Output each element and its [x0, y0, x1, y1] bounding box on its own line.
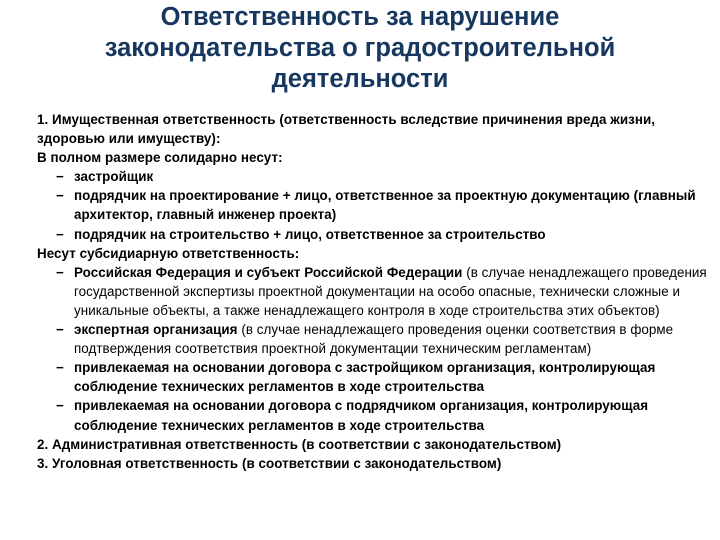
list-item-detail: (в случае ненадлежащего проведения государственной экспертизы проектной документации на особо опасные, технически сложные и уникальные объекты, а также ненадлежащего контроля в ходе строительства этих объектов) — [74, 264, 707, 318]
title-line-2: законодательства о градостроительной — [104, 34, 616, 62]
dash-bullet: − — [56, 188, 64, 204]
list-item — [37, 263, 717, 320]
title-line-1: Ответственность за нарушение — [160, 3, 560, 31]
dash-bullet: − — [56, 226, 64, 242]
item-1-property-liability: 1. Имущественная ответственность (ответственность вследствие причинения вреда жизни, здоровью или имуществу): — [37, 112, 656, 147]
slide-body — [37, 110, 717, 473]
list-item-detail: (в случае ненадлежащего проведения оценки соответствия в форме подтверждения соответствия проектной документации техническим регламентам) — [74, 322, 674, 357]
list-item-text: подрядчик на строительство + лицо, ответственное за строительство — [74, 226, 546, 242]
list-item — [37, 167, 717, 186]
list-item — [37, 358, 717, 396]
dash-bullet: − — [56, 264, 64, 280]
joint-liability-heading: В полном размере солидарно несут: — [37, 150, 283, 166]
item-2-administrative-liability: 2. Административная ответственность (в соответствии с законодательством) — [37, 436, 562, 452]
list-item-lead: экспертная организация — [74, 322, 238, 338]
list-item-lead: Российская Федерация и субъект Российской Федерации — [74, 264, 463, 280]
subsidiary-liability-heading: Несут субсидиарную ответственность: — [37, 245, 300, 261]
subsidiary-liability-list — [37, 263, 717, 435]
title-line-3: деятельности — [271, 65, 449, 93]
dash-bullet: − — [56, 360, 64, 376]
dash-bullet: − — [56, 169, 64, 185]
joint-liability-list — [37, 167, 717, 243]
list-item — [37, 320, 717, 358]
list-item — [37, 186, 717, 224]
list-item-lead: привлекаемая на основании договора с застройщиком организация, контролирующая соблюдение технических регламентов в ходе строительства — [74, 360, 656, 395]
list-item — [37, 396, 717, 434]
dash-bullet: − — [56, 322, 64, 338]
list-item — [37, 225, 717, 244]
list-item-text: подрядчик на проектирование + лицо, ответственное за проектную документацию (главный архитектор, главный инженер проекта) — [74, 188, 696, 223]
dash-bullet: − — [56, 398, 64, 414]
slide-title — [40, 2, 680, 95]
list-item-text: застройщик — [74, 169, 154, 185]
list-item-lead: привлекаемая на основании договора с подрядчиком организация, контролирующая соблюдение технических регламентов в ходе строительства — [74, 398, 649, 433]
item-3-criminal-liability: 3. Уголовная ответственность (в соответствии с законодательством) — [37, 455, 502, 471]
